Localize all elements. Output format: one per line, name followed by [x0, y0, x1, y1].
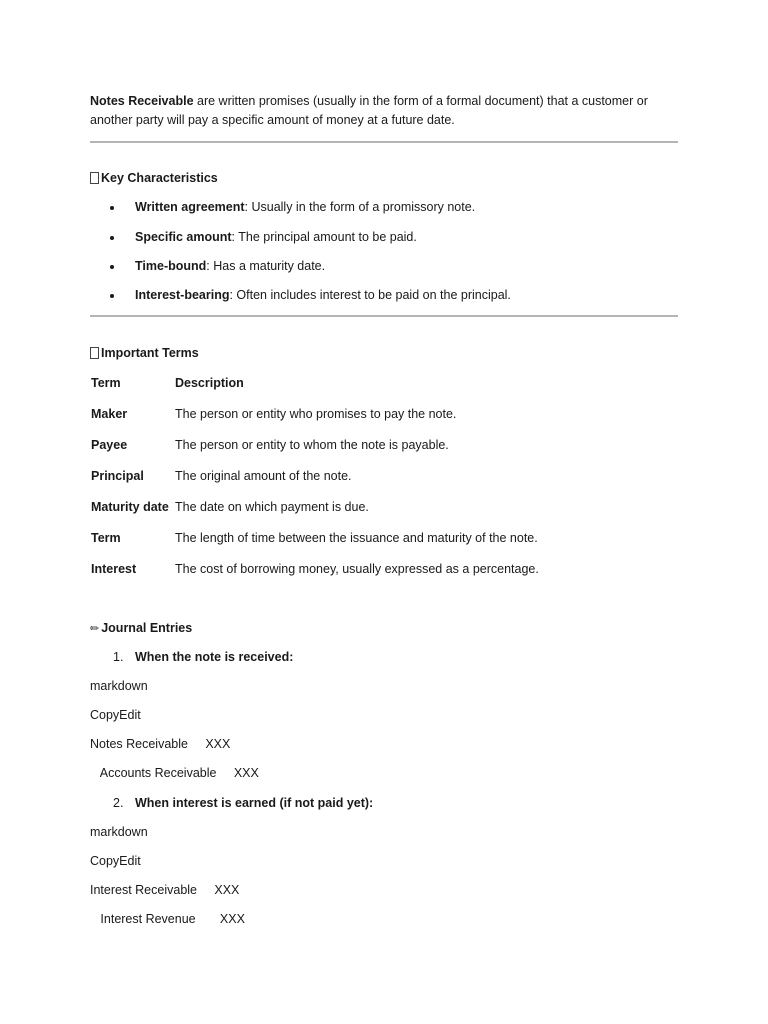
journal-line: Interest Revenue XXX — [90, 912, 245, 926]
bullet-icon — [110, 265, 114, 269]
pencil-icon: ✏ — [90, 622, 100, 635]
journal-line: Interest Receivable XXX — [90, 883, 240, 897]
important-terms-title: Important Terms — [90, 346, 199, 360]
intro-paragraph — [90, 92, 680, 130]
missing-glyph-icon — [90, 172, 99, 184]
journal-line: Accounts Receivable XXX — [90, 766, 259, 780]
intro-text-line2: another party will pay a specific amount of money at a future date. — [90, 113, 455, 127]
copy-edit-label: CopyEdit — [90, 854, 141, 868]
journal-line: Notes Receivable XXX — [90, 737, 231, 751]
bullet-icon — [110, 206, 114, 210]
divider-2 — [90, 315, 678, 317]
copy-edit-label: CopyEdit — [90, 708, 141, 722]
code-language-label: markdown — [90, 679, 148, 693]
bullet-icon — [110, 236, 114, 240]
intro-term: Notes Receivable — [90, 94, 194, 108]
intro-text-line1: are written promises (usually in the form of a formal document) that a customer or — [193, 94, 648, 108]
journal-entries-title: ✏ Journal Entries — [90, 621, 193, 635]
missing-glyph-icon — [90, 347, 99, 359]
bullet-icon — [110, 294, 114, 298]
divider-1 — [90, 141, 678, 143]
key-characteristics-title: Key Characteristics — [90, 171, 218, 185]
code-language-label: markdown — [90, 825, 148, 839]
